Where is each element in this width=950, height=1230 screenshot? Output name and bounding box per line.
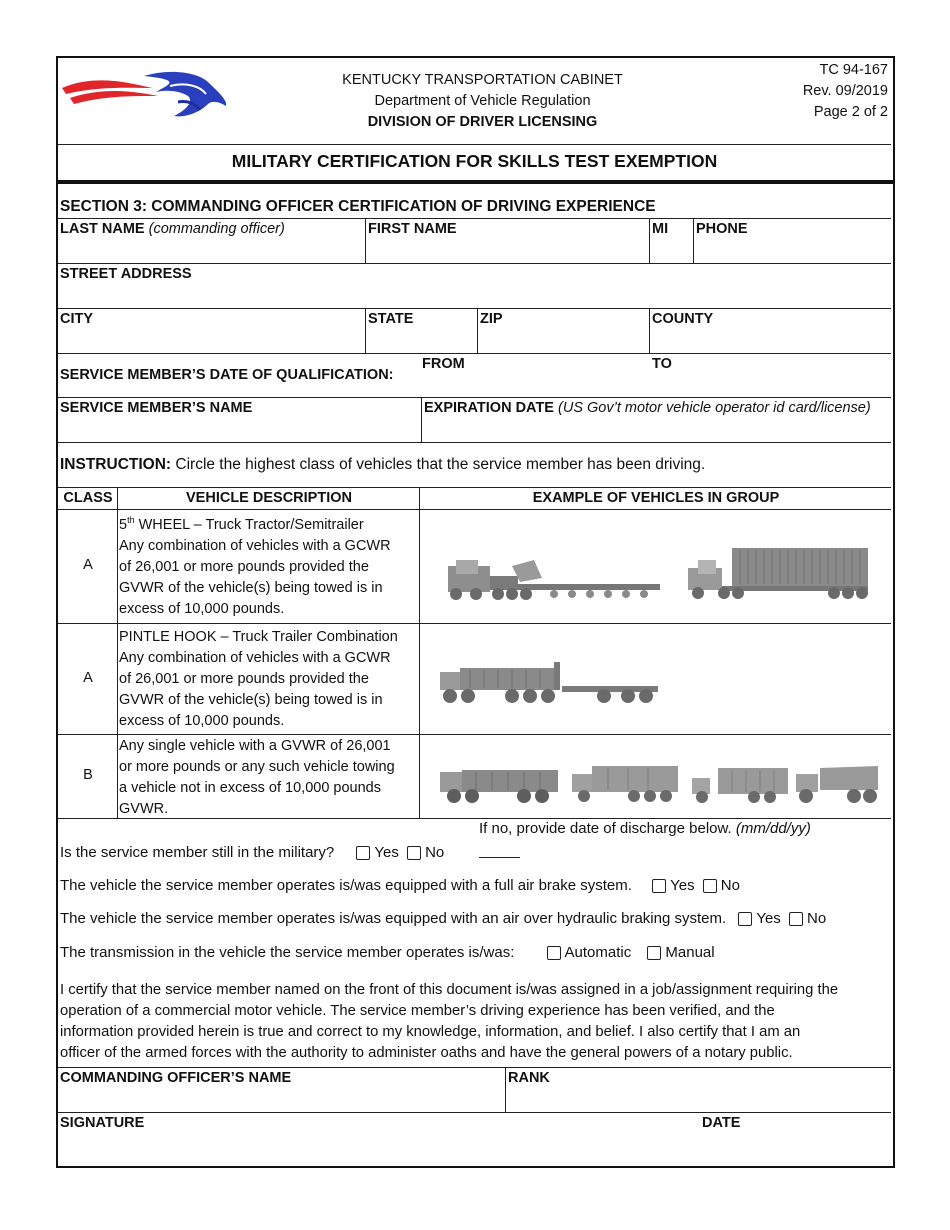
desc-line: Any single vehicle with a GVWR of 26,001 <box>119 738 391 754</box>
header-divider <box>58 144 891 145</box>
to-label: TO <box>652 356 672 372</box>
desc-line: PINTLE HOOK – Truck Trailer Combination <box>119 629 398 645</box>
question-text: The vehicle the service member operates is/was equipped with a full air brake system. <box>60 877 632 894</box>
rule <box>365 308 366 353</box>
rule <box>421 397 422 442</box>
form-title: MILITARY CERTIFICATION FOR SKILLS TEST EXEMPTION <box>231 151 718 171</box>
still-in-military-yes-checkbox[interactable] <box>356 846 370 860</box>
date-label: DATE <box>702 1115 741 1131</box>
certification-line: I certify that the service member named on the front of this document is/was assigned in a job/assignment requiring the <box>60 982 839 998</box>
mi-label: MI <box>652 221 669 237</box>
section-heading: SECTION 3: COMMANDING OFFICER CERTIFICATION OF DRIVING EXPERIENCE <box>60 198 656 215</box>
rule <box>649 308 650 353</box>
transmission-manual-checkbox[interactable] <box>647 946 661 960</box>
full-air-brake-yes-checkbox[interactable] <box>652 879 666 893</box>
rule <box>58 734 891 735</box>
description-pintle-hook <box>119 627 419 732</box>
certification-line: operation of a commercial motor vehicle. The service member’s driving experience has been verified, and the <box>60 1003 775 1019</box>
agency-name: KENTUCKY TRANSPORTATION CABINET <box>342 72 623 88</box>
description-single-vehicle <box>119 736 421 820</box>
question-still-in-military <box>60 844 444 861</box>
rule <box>58 623 891 624</box>
street-address-label: STREET ADDRESS <box>60 266 192 282</box>
question-air-over-hydraulic <box>60 910 826 927</box>
manual-label: Manual <box>665 944 715 961</box>
rule <box>505 1067 506 1112</box>
yes-label: Yes <box>374 844 399 861</box>
service-member-name-label: SERVICE MEMBER’S NAME <box>60 400 253 416</box>
rule <box>58 1067 891 1068</box>
rule <box>58 442 891 443</box>
rule <box>58 218 891 219</box>
desc-line: excess of 10,000 pounds. <box>119 713 285 729</box>
last-name-label: LAST NAME (commanding officer) <box>60 221 285 237</box>
rule <box>649 218 650 263</box>
covered-truck-image <box>568 762 682 806</box>
no-label: No <box>806 910 827 927</box>
question-full-air-brake <box>60 877 740 894</box>
rule <box>477 308 478 353</box>
pintle-hook-truck-image <box>434 658 660 706</box>
class-a-fifth-wheel[interactable]: A <box>83 557 93 573</box>
rule <box>58 487 891 488</box>
state-label: STATE <box>368 311 414 327</box>
certification-line: officer of the armed forces with the authority to administer oaths and have the general powers of a notary public. <box>60 1045 793 1061</box>
rule <box>58 263 891 264</box>
question-text: Is the service member still in the military? <box>60 844 335 861</box>
desc-line: excess of 10,000 pounds. <box>119 600 285 617</box>
question-transmission <box>60 944 715 961</box>
full-air-brake-no-checkbox[interactable] <box>703 879 717 893</box>
desc-line: GVWR of the vehicle(s) being towed is in <box>119 692 383 708</box>
page-number: Page 2 of 2 <box>813 104 888 120</box>
rule <box>365 218 366 263</box>
rule <box>117 487 118 818</box>
discharge-date-field[interactable] <box>479 857 520 858</box>
from-label: FROM <box>422 356 465 372</box>
commanding-officer-name-label: COMMANDING OFFICER’S NAME <box>60 1070 292 1086</box>
still-in-military-no-checkbox[interactable] <box>407 846 421 860</box>
desc-line: GVWR. <box>119 801 169 817</box>
desc-line: GVWR of the vehicle(s) being towed is in <box>119 579 383 596</box>
discharge-note: If no, provide date of discharge below. (mm/dd/yy) <box>479 820 811 837</box>
rank-label: RANK <box>508 1070 550 1086</box>
description-fifth-wheel <box>119 510 419 620</box>
desc-line: Any combination of vehicles with a GCWR <box>119 537 391 554</box>
class-a-pintle-hook[interactable]: A <box>83 670 93 686</box>
col-header-description: VEHICLE DESCRIPTION <box>186 490 352 506</box>
dump-truck-image <box>792 760 882 806</box>
desc-line: Any combination of vehicles with a GCWR <box>119 650 391 666</box>
division-name: DIVISION OF DRIVER LICENSING <box>367 114 598 130</box>
air-over-hydraulic-no-checkbox[interactable] <box>789 912 803 926</box>
automatic-label: Automatic <box>564 944 632 961</box>
rule <box>58 353 891 354</box>
rule <box>58 308 891 309</box>
air-over-hydraulic-yes-checkbox[interactable] <box>738 912 752 926</box>
cargo-truck-image <box>436 762 562 806</box>
certification-line: information provided herein is true and correct to my knowledge, information, and belief. I also certify that I am an <box>60 1024 801 1040</box>
no-label: No <box>720 877 740 894</box>
yes-label: Yes <box>670 877 695 894</box>
desc-line: a vehicle not in excess of 10,000 pounds <box>119 780 381 796</box>
certification-statement <box>60 980 892 1064</box>
desc-line: 5th WHEEL – Truck Tractor/Semitrailer <box>119 515 364 533</box>
col-header-examples: EXAMPLE OF VEHICLES IN GROUP <box>532 490 780 506</box>
desc-line: of 26,001 or more pounds provided the <box>119 671 369 687</box>
truck-tractor-lowboy-image <box>442 548 666 606</box>
city-label: CITY <box>60 311 94 327</box>
revision-date: Rev. 09/2019 <box>802 83 888 99</box>
rule <box>693 218 694 263</box>
department-name: Department of Vehicle Regulation <box>374 93 591 109</box>
class-b-single-vehicle[interactable]: B <box>83 767 93 783</box>
no-label: No <box>425 844 445 861</box>
rule <box>58 397 891 398</box>
signature-label: SIGNATURE <box>60 1115 145 1131</box>
container-truck-image <box>684 546 872 604</box>
box-truck-image <box>688 764 792 806</box>
question-text: The vehicle the service member operates is/was equipped with an air over hydraulic braking system. <box>60 910 727 927</box>
desc-line: of 26,001 or more pounds provided the <box>119 558 369 575</box>
expiration-date-label: EXPIRATION DATE (US Gov’t motor vehicle operator id card/license) <box>424 400 871 416</box>
rule <box>58 1112 891 1113</box>
col-header-class: CLASS <box>63 490 113 506</box>
yes-label: Yes <box>756 910 781 927</box>
transmission-automatic-checkbox[interactable] <box>547 946 561 960</box>
zip-label: ZIP <box>480 311 503 327</box>
desc-line: or more pounds or any such vehicle towing <box>119 759 395 775</box>
phone-label: PHONE <box>696 221 748 237</box>
instruction: INSTRUCTION: Circle the highest class of vehicles that the service member has been driving. <box>60 456 706 473</box>
question-text: The transmission in the vehicle the service member operates is/was: <box>60 944 515 961</box>
qualification-label: SERVICE MEMBER’S DATE OF QUALIFICATION: <box>60 367 394 383</box>
first-name-label: FIRST NAME <box>368 221 457 237</box>
form-number: TC 94-167 <box>819 62 888 78</box>
county-label: COUNTY <box>652 311 714 327</box>
kentucky-logo <box>60 66 232 122</box>
